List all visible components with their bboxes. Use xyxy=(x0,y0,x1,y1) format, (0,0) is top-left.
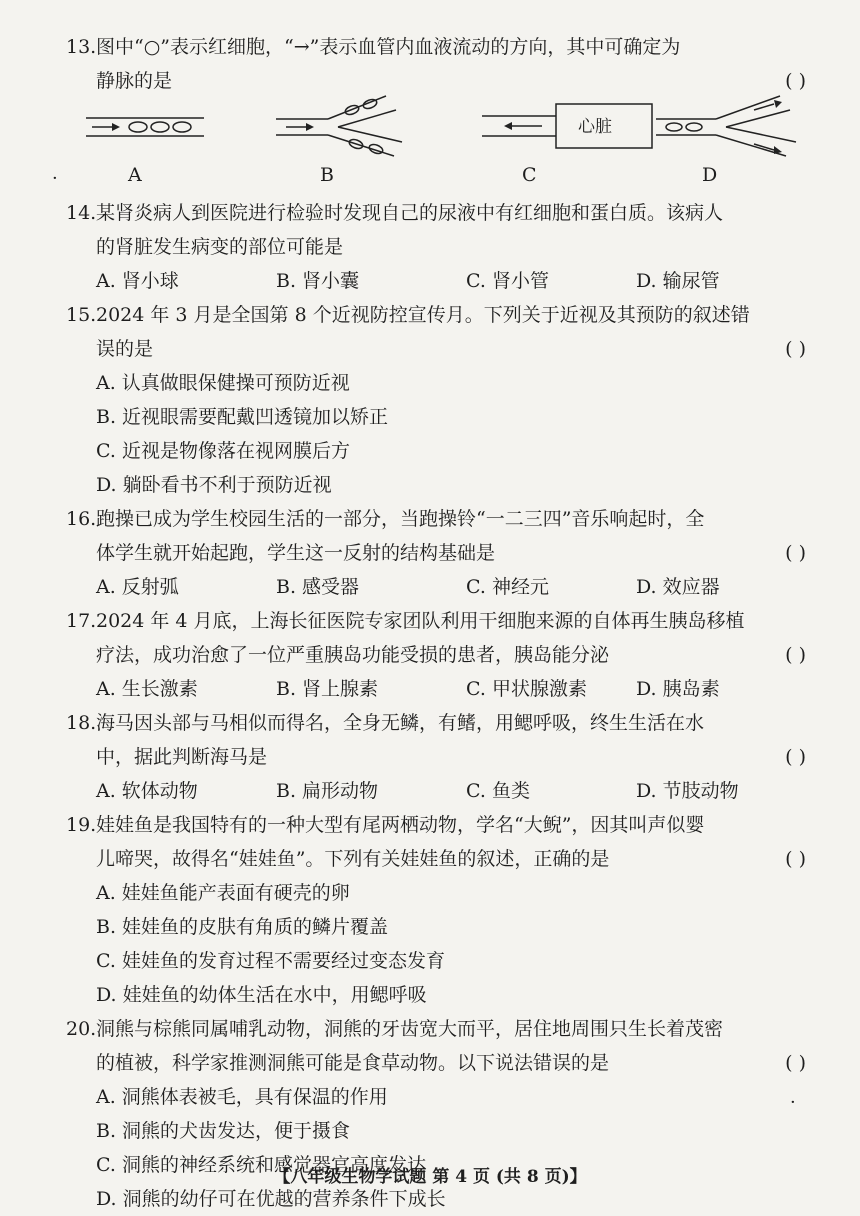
vessel-figures xyxy=(66,92,826,192)
option-c: C. 娃娃鱼的发育过程不需要经过变态发育 xyxy=(96,950,445,972)
question-stem-line1: 娃娃鱼是我国特有的一种大型有尾两栖动物，学名“大鲵”，因其叫声似婴 xyxy=(96,814,705,836)
question-stem-line1: 2024 年 3 月是全国第 8 个近视防控宣传月。下列关于近视及其预防的叙述错 xyxy=(96,304,750,326)
option-d: D. 胰岛素 xyxy=(636,678,720,700)
option-d: D. 节肢动物 xyxy=(636,780,739,802)
page-footer: 【八年级生物学试题 第 4 页 (共 8 页)】 xyxy=(273,1167,587,1187)
figure-label-a: A xyxy=(128,164,142,186)
answer-bracket: ( ) xyxy=(785,1052,806,1074)
option-b: B. 感受器 xyxy=(276,576,360,598)
option-b: B. 扁形动物 xyxy=(276,780,379,802)
option-d: D. 输尿管 xyxy=(636,270,720,292)
question-number: 14. xyxy=(66,202,97,224)
option-d: D. 躺卧看书不利于预防近视 xyxy=(96,474,332,496)
option-c: C. 甲状腺激素 xyxy=(466,678,587,700)
answer-bracket: ( ) xyxy=(785,70,806,92)
question-number: 15. xyxy=(66,304,97,326)
question-stem-line1: 跑操已成为学生校园生活的一部分，当跑操铃“一二三四”音乐响起时，全 xyxy=(96,508,705,530)
question-15 xyxy=(66,298,806,502)
option-d: D. 娃娃鱼的幼体生活在水中，用鳃呼吸 xyxy=(96,984,427,1006)
figure-label-c: C xyxy=(522,164,537,186)
question-14 xyxy=(66,196,806,298)
option-b: B. 肾上腺素 xyxy=(276,678,379,700)
option-b: B. 肾小囊 xyxy=(276,270,360,292)
question-stem-line2: 体学生就开始起跑，学生这一反射的结构基础是 xyxy=(96,542,496,564)
question-stem-line2: 静脉的是 xyxy=(96,70,173,92)
figure-d-vessel xyxy=(656,94,816,160)
stray-dot: · xyxy=(52,168,58,189)
option-a: A. 肾小球 xyxy=(96,270,179,292)
figure-label-b: B xyxy=(320,164,334,186)
option-c: C. 肾小管 xyxy=(466,270,549,292)
option-b: B. 娃娃鱼的皮肤有角质的鳞片覆盖 xyxy=(96,916,389,938)
option-d: D. 洞熊的幼仔可在优越的营养条件下成长 xyxy=(96,1188,446,1210)
options-row xyxy=(66,264,806,298)
question-stem-line2: 疗法，成功治愈了一位严重胰岛功能受损的患者，胰岛能分泌 xyxy=(96,644,610,666)
question-13 xyxy=(66,30,806,98)
option-a: A. 洞熊体表被毛，具有保温的作用 xyxy=(96,1086,388,1108)
answer-bracket: ( ) xyxy=(785,644,806,666)
heart-label: 心脏 xyxy=(578,117,612,137)
question-stem-line2: 儿啼哭，故得名“娃娃鱼”。下列有关娃娃鱼的叙述，正确的是 xyxy=(96,848,610,870)
question-stem-line2: 中，据此判断海马是 xyxy=(96,746,268,768)
question-stem-line1: 2024 年 4 月底，上海长征医院专家团队利用干细胞来源的自体再生胰岛移植 xyxy=(96,610,745,632)
figure-b-vessel xyxy=(276,94,426,160)
question-19 xyxy=(66,808,806,1012)
question-stem-line1: 某肾炎病人到医院进行检验时发现自己的尿液中有红细胞和蛋白质。该病人 xyxy=(96,202,724,224)
question-number: 16. xyxy=(66,508,97,530)
option-c: C. 近视是物像落在视网膜后方 xyxy=(96,440,350,462)
option-d: D. 效应器 xyxy=(636,576,720,598)
answer-bracket: ( ) xyxy=(785,338,806,360)
option-a: A. 反射弧 xyxy=(96,576,179,598)
option-a: A. 生长激素 xyxy=(96,678,198,700)
option-b: B. 洞熊的犬齿发达，便于摄食 xyxy=(96,1120,351,1142)
answer-bracket: ( ) xyxy=(785,542,806,564)
question-17 xyxy=(66,604,806,706)
question-stem-line1: 洞熊与棕熊同属哺乳动物，洞熊的牙齿宽大而平，居住地周围只生长着茂密 xyxy=(96,1018,724,1040)
question-16 xyxy=(66,502,806,604)
option-c: C. 鱼类 xyxy=(466,780,530,802)
figure-a-vessel xyxy=(86,112,206,142)
options-row xyxy=(66,774,806,808)
figure-c-vessel xyxy=(482,102,662,150)
option-c: C. 神经元 xyxy=(466,576,549,598)
answer-bracket: ( ) xyxy=(785,746,806,768)
question-18 xyxy=(66,706,806,808)
question-stem-line1: 海马因头部与马相似而得名，全身无鳞，有鳍，用鳃呼吸，终生生活在水 xyxy=(96,712,705,734)
option-a: A. 认真做眼保健操可预防近视 xyxy=(96,372,350,394)
question-number: 18. xyxy=(66,712,97,734)
options-row xyxy=(66,672,806,706)
question-stem-line1: 图中“○”表示红细胞，“→”表示血管内血液流动的方向，其中可确定为 xyxy=(96,36,681,58)
options-row xyxy=(66,570,806,604)
option-b: B. 近视眼需要配戴凹透镜加以矫正 xyxy=(96,406,389,428)
question-number: 19. xyxy=(66,814,97,836)
option-a: A. 软体动物 xyxy=(96,780,198,802)
figure-label-d: D xyxy=(702,164,718,186)
question-number: 20. xyxy=(66,1018,97,1040)
question-number: 13. xyxy=(66,36,97,58)
stray-dot: · xyxy=(790,1092,796,1113)
question-number: 17. xyxy=(66,610,97,632)
option-a: A. 娃娃鱼能产表面有硬壳的卵 xyxy=(96,882,350,904)
question-stem-line2: 的肾脏发生病变的部位可能是 xyxy=(96,236,344,258)
question-stem-line2: 误的是 xyxy=(96,338,154,360)
answer-bracket: ( ) xyxy=(785,848,806,870)
option-c: C. 洞熊的神经系统和感觉器官高度发达 xyxy=(96,1154,426,1176)
question-stem-line2: 的植被，科学家推测洞熊可能是食草动物。以下说法错误的是 xyxy=(96,1052,610,1074)
